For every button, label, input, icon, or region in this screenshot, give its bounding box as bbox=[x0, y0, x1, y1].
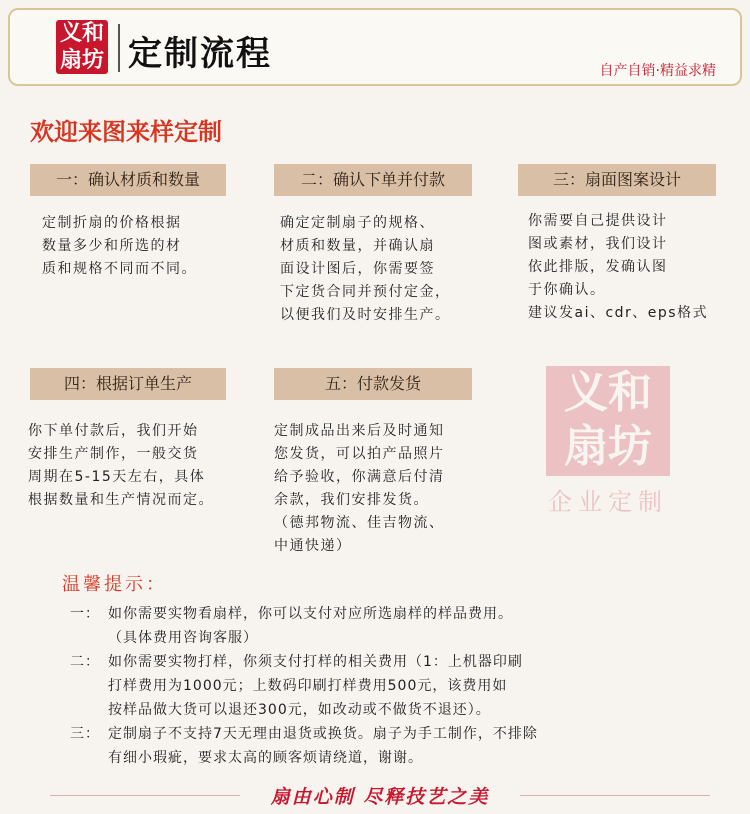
text-line: 如你需要实物打样，你须支付打样的相关费用（1：上机器印刷 bbox=[108, 654, 523, 670]
step-4-heading: 四：根据订单生产 bbox=[30, 368, 226, 400]
step-1-heading: 一：确认材质和数量 bbox=[30, 164, 226, 196]
tip-item-2 bbox=[70, 650, 688, 722]
text-line: 定制扇子不支持7天无理由退货或换货。扇子为手工制作，不排除 bbox=[108, 726, 538, 742]
header-slogan: 自产自销·精益求精 bbox=[599, 63, 716, 79]
watermark bbox=[538, 366, 678, 516]
text-line: 以便我们及时安排生产。 bbox=[280, 307, 451, 323]
text-line: 打样费用为1000元；上数码印刷打样费用500元，该费用如 bbox=[108, 678, 508, 694]
tip-body bbox=[108, 602, 688, 650]
text-line: 于你确认。 bbox=[528, 282, 606, 298]
header-banner bbox=[8, 8, 742, 86]
text-line: （具体费用咨询客服） bbox=[108, 630, 258, 646]
text-line: 定制成品出来后及时通知 bbox=[274, 423, 445, 439]
step-2-heading: 二：确认下单并付款 bbox=[274, 164, 472, 196]
footer-line-left bbox=[50, 795, 240, 796]
watermark-logo-line-1: 义和 bbox=[564, 367, 652, 418]
logo-line-1: 义和 bbox=[59, 21, 104, 46]
text-line: 图或素材，我们设计 bbox=[528, 236, 668, 252]
step-5-heading: 五：付款发货 bbox=[274, 368, 472, 400]
text-line: 面设计图后，你需要签 bbox=[280, 261, 435, 277]
text-line: 质和规格不同而不同。 bbox=[42, 261, 197, 277]
text-line: 定制折扇的价格根据 bbox=[42, 215, 182, 231]
text-line: 确定定制扇子的规格、 bbox=[280, 215, 435, 231]
tip-body bbox=[108, 722, 688, 770]
text-line: 依此排版，发确认图 bbox=[528, 259, 668, 275]
step-2-text bbox=[280, 212, 451, 327]
step-4-text bbox=[28, 420, 214, 512]
text-line: 建议发ai、cdr、eps格式 bbox=[528, 305, 709, 321]
header-divider bbox=[118, 24, 120, 72]
text-line: （德邦物流、佳吉物流、 bbox=[274, 515, 445, 531]
tip-item-3 bbox=[70, 722, 688, 770]
text-line: 你需要自己提供设计 bbox=[528, 213, 668, 229]
page-title: 定制流程 bbox=[128, 34, 272, 74]
text-line: 下定货合同并预付定金， bbox=[280, 284, 451, 300]
text-line: 您发货，可以拍产品照片 bbox=[274, 446, 445, 462]
text-line: 如你需要实物看扇样，你可以支付对应所选扇样的样品费用。 bbox=[108, 606, 513, 622]
step-1-text bbox=[42, 212, 197, 281]
step-3-text bbox=[528, 210, 708, 325]
section-title: 欢迎来图来样定制 bbox=[30, 118, 222, 146]
step-5-text bbox=[274, 420, 445, 558]
brand-logo bbox=[56, 20, 108, 74]
text-line: 根据数量和生产情况而定。 bbox=[28, 492, 214, 508]
watermark-text: 企业定制 bbox=[548, 488, 668, 516]
text-line: 数量多少和所选的材 bbox=[42, 238, 182, 254]
text-line: 有细小瑕疵，要求太高的顾客烦请绕道，谢谢。 bbox=[108, 750, 423, 766]
watermark-logo bbox=[546, 366, 670, 476]
tip-body bbox=[108, 650, 688, 722]
text-line: 安排生产制作，一般交货 bbox=[28, 446, 199, 462]
footer-line-right bbox=[520, 795, 710, 796]
text-line: 你下单付款后，我们开始 bbox=[28, 423, 199, 439]
tip-number: 一： bbox=[70, 606, 100, 622]
text-line: 周期在5-15天左右，具体 bbox=[28, 469, 206, 485]
logo-line-2: 扇坊 bbox=[59, 48, 104, 73]
text-line: 中通快递） bbox=[274, 538, 352, 554]
tip-item-1 bbox=[70, 602, 688, 650]
footer-slogan: 扇由心制 尽释技艺之美 bbox=[270, 786, 490, 808]
watermark-logo-line-2: 扇坊 bbox=[564, 421, 652, 472]
text-line: 给予验收，你满意后付清 bbox=[274, 469, 445, 485]
step-3-heading: 三：扇面图案设计 bbox=[518, 164, 716, 196]
tips-title: 温馨提示： bbox=[62, 574, 167, 595]
text-line: 余款，我们安排发货。 bbox=[274, 492, 429, 508]
text-line: 按样品做大货可以退还300元，如改动或不做货不退还）。 bbox=[108, 702, 491, 718]
tip-number: 二： bbox=[70, 654, 100, 670]
tip-number: 三： bbox=[70, 726, 100, 742]
text-line: 材质和数量，并确认扇 bbox=[280, 238, 435, 254]
